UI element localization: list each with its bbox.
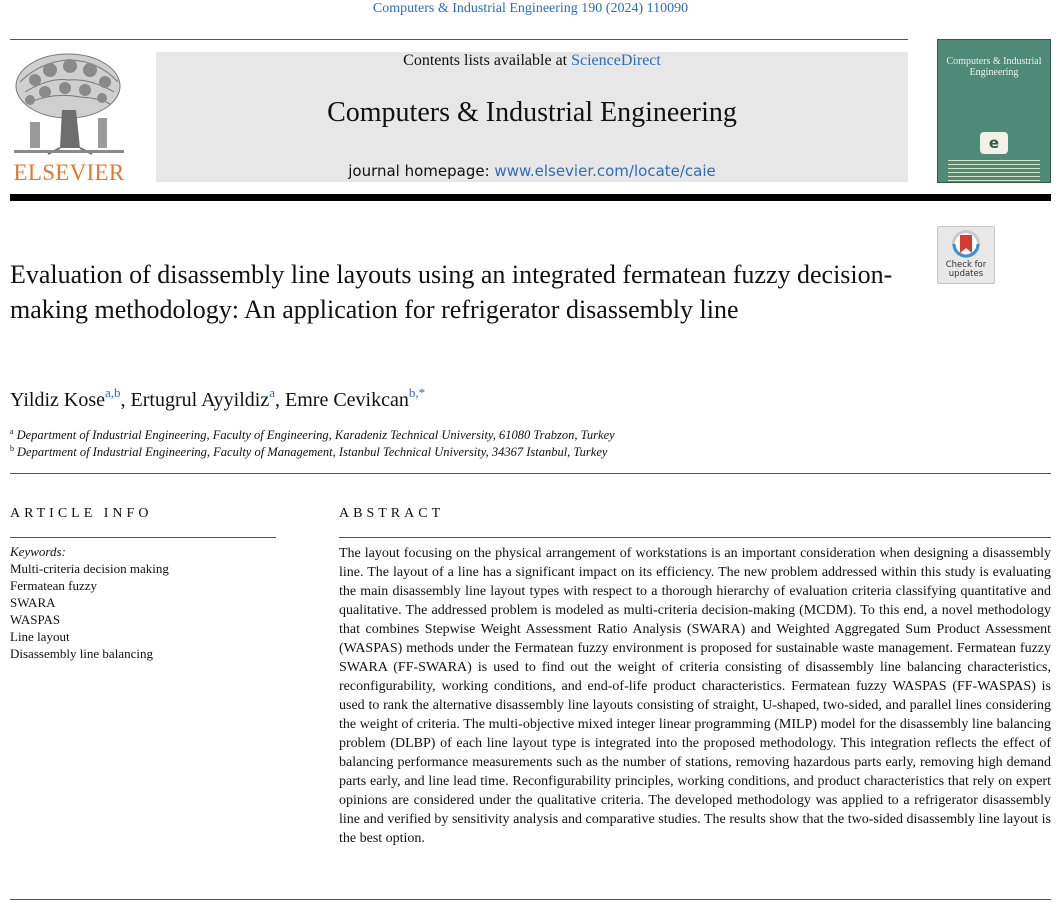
journal-title: Computers & Industrial Engineering <box>327 97 737 128</box>
author-1-affil-mark[interactable]: a,b <box>105 385 121 400</box>
homepage-prefix: journal homepage: <box>348 162 495 180</box>
cie-logo-icon: e <box>980 132 1008 154</box>
affiliation-divider <box>10 473 1051 474</box>
elsevier-tree-icon <box>10 52 128 156</box>
keyword-item: Disassembly line balancing <box>10 646 153 661</box>
sciencedirect-link[interactable]: ScienceDirect <box>571 52 661 69</box>
keyword-item: SWARA <box>10 595 56 610</box>
contents-available-line <box>156 52 908 70</box>
top-divider <box>10 39 908 40</box>
article-info-divider <box>10 537 276 538</box>
keyword-item: Multi-criteria decision making <box>10 561 169 576</box>
abstract-heading: ABSTRACT <box>339 506 445 521</box>
cover-text-lines <box>948 160 1040 184</box>
crossmark-icon <box>938 227 994 261</box>
author-list: Yildiz Kose$^{a,b}$, Ertugrul Ayyildiz$^a$, Emre Cevikcan$^{b,*}$ <box>10 385 426 411</box>
keyword-item: Fermatean fuzzy <box>10 578 97 593</box>
elsevier-wordmark: ELSEVIER <box>13 160 125 185</box>
author-3-affil-mark[interactable]: b,* <box>408 385 426 400</box>
bottom-divider <box>10 899 1051 900</box>
check-for-updates-button[interactable] <box>937 226 995 284</box>
author-1[interactable]: Yildiz Kose$^{a,b}$ <box>10 385 121 411</box>
journal-homepage-link[interactable]: www.elsevier.com/locate/caie <box>494 162 716 180</box>
author-3[interactable]: Emre Cevikcan$^{b,*}$ <box>285 385 426 411</box>
affiliation-b: $^b$ Department of Industrial Engineering, Faculty of Management, Istanbul Technical University, 34367 Istanbul, Turkey <box>10 444 608 459</box>
journal-homepage-line <box>156 162 908 180</box>
header-thick-rule <box>10 194 1051 201</box>
journal-cover-thumbnail[interactable] <box>937 39 1051 183</box>
cover-title: Computers & Industrial Engineering <box>946 56 1042 78</box>
check-for-updates-label: Check for updates <box>945 260 987 279</box>
contents-prefix: Contents lists available at <box>403 52 572 69</box>
author-2-affil-mark[interactable]: a <box>269 385 276 400</box>
keywords-label: Keywords: <box>10 544 66 559</box>
abstract-text: The layout focusing on the physical arrangement of workstations is an important consideration when designing a disassembly line. The layout of a line has a significant impact on its efficiency. The new problem addressed within this study is evaluating the main disassembly line layout types with respect to a thorough hierarchy of evaluation criteria classifying quantitative and qualitative. The addressed problem is modeled as multi-criteria decision-making (MCDM). To this end, a novel methodology that combines Stepwise Weight Assessment Ratio Analysis (SWARA) and Weighted Aggregated Sum Product Assessment (WASPAS) methods under the Fermatean fuzzy environment is proposed for sustainable waste management. Fermatean fuzzy SWARA (FF-SWARA) is used to find out the weight of criteria consisting of disassembly line balancing characteristics, reconfigurability, working conditions, and end-of-life product characteristics. Fermatean fuzzy WASPAS (FF-WASPAS) is used to rank the alternative disassembly line layouts consisting of straight, U-shaped, two-sided, and parallel lines considering the weight of criteria. The multi-objective mixed integer linear programming (MILP) model for the disassembly line balancing problem (DLBP) of each line layout type is integrated into the proposed methodology. This integration reflects the effect of balancing performance measurements such as the number of stations, removing hazardous parts early, removing high demand parts early, and line lead time. Reconfigurability principles, working conditions, and product characteristics that rely on expert opinions are considered under the qualitative criteria. The developed methodology was applied to a refrigerator disassembly line and verified by sensitivity analysis and comparative studies. The results show that the two-sided disassembly line layout is the best option. <box>339 546 1051 846</box>
author-2[interactable]: Ertugrul Ayyildiz$^a$ <box>130 385 276 411</box>
keyword-item: Line layout <box>10 629 70 644</box>
abstract-divider <box>339 537 1051 538</box>
journal-citation-link[interactable]: Computers & Industrial Engineering 190 (2024) 110090 <box>372 1 689 16</box>
keyword-item: WASPAS <box>10 612 61 627</box>
keywords-list <box>10 543 169 662</box>
article-title: Evaluation of disassembly line layouts using an integrated fermatean fuzzy decision-making methodology: An application for refrigerator disassembly line <box>10 260 893 324</box>
journal-header <box>156 52 908 182</box>
elsevier-logo[interactable] <box>10 52 128 184</box>
affiliation-a: $^a$ Department of Industrial Engineering, Faculty of Engineering, Karadeniz Technical University, 61080 Trabzon, Turkey <box>10 427 615 442</box>
article-info-heading: ARTICLE INFO <box>10 506 153 521</box>
